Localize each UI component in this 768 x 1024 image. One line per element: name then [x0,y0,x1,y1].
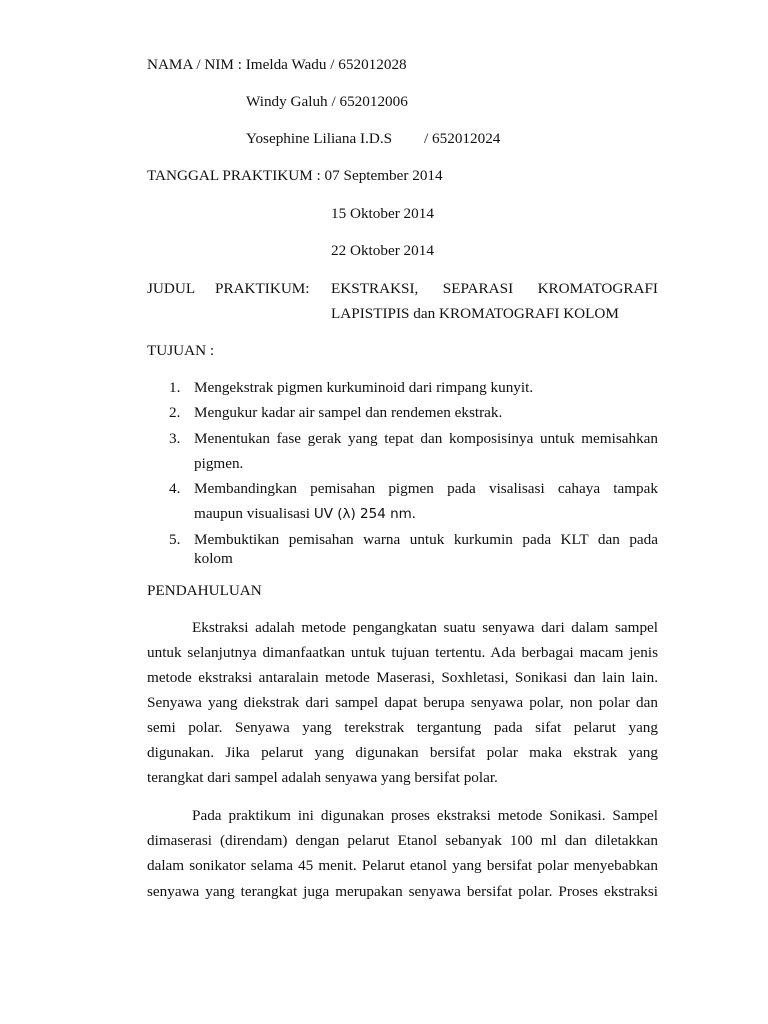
pendahuluan-heading: PENDAHULUAN [147,582,262,599]
member-name: Imelda Wadu [245,56,327,73]
tanggal-line [147,168,443,183]
list-item-continuation: pigmen. [194,455,244,472]
judul-word: SEPARASI [442,280,514,297]
paragraph-line: semi polar. Senyawa yang terekstrak tergantung pada sifat pelarut yang [147,719,658,736]
date: 22 Oktober 2014 [331,242,434,259]
list-number: 2. [169,404,181,421]
list-item: Membandingkan pemisahan pigmen pada visalisasi cahaya tampak [194,480,658,497]
separator: / [326,56,339,73]
judul-label: JUDUL [147,280,196,297]
date: 07 September 2014 [324,167,443,184]
list-item-text: maupun visualisasi [194,505,314,522]
member-nim: 652012024 [432,130,501,147]
member-nim-line [424,131,500,146]
paragraph-line: dalam sonikator selama 45 menit. Pelarut etanol yang bersifat polar menyebabkan [147,857,658,874]
judul-word: EKSTRAKSI, [331,280,419,297]
paragraph-line: Ekstraksi adalah metode pengangkatan suatu senyawa dari dalam sampel [192,619,658,636]
separator: / [327,93,340,110]
list-number: 5. [169,531,181,548]
tanggal-label: TANGGAL PRAKTIKUM : [147,167,325,184]
member-name: Windy Galuh [246,93,328,110]
member-line [246,94,408,109]
list-item: Membuktikan pemisahan warna untuk kurkumin pada KLT dan pada [194,531,658,548]
tujuan-heading: TUJUAN : [147,342,215,359]
list-item: Mengukur kadar air sampel dan rendemen ekstrak. [194,404,503,421]
nama-nim-line [147,57,407,72]
paragraph-line: metode ekstraksi antaralain metode Maserasi, Soxhletasi, Sonikasi dan lain lain. [147,669,658,686]
paragraph-line: Pada praktikum ini digunakan proses ekstraksi metode Sonikasi. Sampel [192,807,658,824]
list-item: Menentukan fase gerak yang tepat dan komposisinya untuk memisahkan [194,430,658,447]
list-number: 1. [169,379,181,396]
member-nim: 652012028 [338,56,407,73]
list-item: Mengekstrak pigmen kurkuminoid dari rimpang kunyit. [194,379,534,396]
judul-word: KROMATOGRAFI [537,280,658,297]
paragraph-line: terangkat dari sampel adalah senyawa yang bersifat polar. [147,769,498,786]
paragraph-line: untuk selanjutnya dimanfaatkan untuk tujuan tertentu. Ada berbagai macam jenis [147,644,658,661]
nama-nim-label: NAMA / NIM : [147,56,246,73]
list-item-continuation: kolom [194,550,233,567]
paragraph-line: Senyawa yang diekstrak dari sampel dapat berupa senyawa polar, non polar dan [147,694,658,711]
uv-wavelength-text: UV (λ) 254 nm [313,506,412,522]
member-nim: 652012006 [339,93,408,110]
member-line [246,131,392,146]
paragraph-line: dimaserasi (direndam) dengan pelarut Etanol sebanyak 100 ml dan diletakkan [147,832,658,849]
paragraph-line: senyawa yang terangkat juga merupakan senyawa bersifat polar. Proses ekstraksi [147,883,658,900]
list-number: 4. [169,480,181,497]
date: 15 Oktober 2014 [331,205,434,222]
member-name: Yosephine Liliana I.D.S [246,130,393,147]
judul-label: PRAKTIKUM: [215,280,310,297]
paragraph-line: digunakan. Jika pelarut yang digunakan bersifat polar maka ekstrak yang [147,744,658,761]
judul-title-line: LAPISTIPIS dan KROMATOGRAFI KOLOM [331,305,619,322]
list-number: 3. [169,430,181,447]
member-nim-prefix: / [424,130,433,147]
judul-title-line [331,281,658,296]
list-item-continuation [194,506,416,522]
list-item-text: . [411,505,416,522]
